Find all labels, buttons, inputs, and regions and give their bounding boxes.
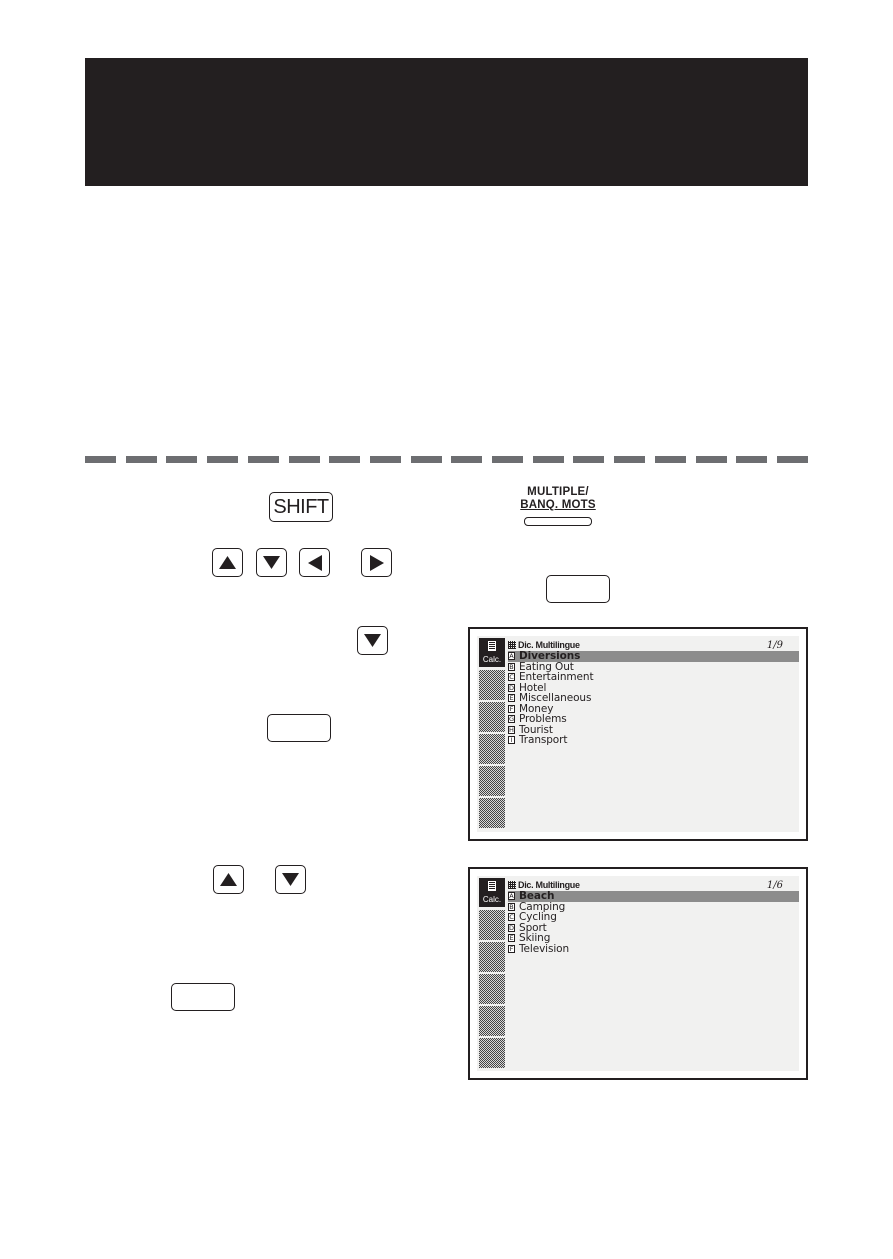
multiple-key-label: MULTIPLE/: [527, 486, 589, 498]
item-label: Transport: [519, 734, 568, 747]
side-tile: [479, 1038, 505, 1068]
item-letter: B: [509, 662, 514, 671]
dictionary-icon: [508, 881, 516, 889]
item-letter: A: [509, 892, 514, 901]
item-label: Miscellaneous: [519, 692, 592, 705]
item-letter: B: [509, 902, 514, 911]
lcd-screen-categories: [468, 627, 808, 841]
item-letter: C: [509, 673, 514, 682]
side-tile: [479, 702, 505, 732]
item-letter: D: [509, 683, 515, 692]
dictionary-icon: [508, 641, 516, 649]
left-arrow-icon: [308, 555, 322, 571]
up-arrow-key-2[interactable]: [213, 865, 244, 894]
category-list: [508, 651, 799, 746]
side-tile: [479, 910, 505, 940]
item-label: Tourist: [519, 723, 553, 736]
down-arrow-icon: [364, 634, 381, 647]
right-arrow-icon: [370, 555, 384, 571]
item-letter: E: [509, 934, 514, 943]
side-tile: [479, 798, 505, 828]
shift-key[interactable]: SHIFT: [269, 492, 333, 522]
enter-key-3[interactable]: [171, 983, 235, 1011]
screen-title: Dic. Multilingue: [518, 880, 580, 890]
item-letter: C: [509, 913, 514, 922]
calc-label: Calc.: [482, 655, 502, 664]
side-tile: [479, 670, 505, 700]
item-label: Camping: [519, 900, 566, 913]
down-arrow-icon: [282, 873, 299, 886]
item-letter: F: [509, 704, 514, 713]
down-arrow-key-2[interactable]: [357, 626, 388, 655]
side-tile: [479, 974, 505, 1004]
item-letter: D: [509, 923, 515, 932]
list-item[interactable]: [508, 672, 799, 683]
down-arrow-icon: [263, 556, 280, 569]
item-letter: A: [509, 652, 514, 661]
side-tile: [479, 766, 505, 796]
section-divider: [85, 456, 808, 463]
item-letter: F: [509, 944, 514, 953]
item-label: Beach: [519, 890, 555, 903]
item-label: Sport: [519, 921, 547, 934]
page-indicator: 1/6: [766, 880, 783, 891]
item-letter: E: [509, 694, 514, 703]
list-item[interactable]: [508, 714, 799, 725]
right-arrow-key[interactable]: [361, 548, 392, 577]
item-label: Cycling: [519, 911, 557, 924]
list-item[interactable]: [508, 944, 799, 955]
list-item[interactable]: [508, 891, 799, 902]
item-label: Entertainment: [519, 671, 594, 684]
banq-mots-key-label: BANQ. MOTS: [520, 499, 596, 511]
calc-button[interactable]: [479, 878, 505, 907]
list-item[interactable]: [508, 912, 799, 923]
side-panel: [477, 876, 505, 1071]
item-label: Problems: [519, 713, 567, 726]
subcategory-list: [508, 891, 799, 954]
multiple-banq-mots-key[interactable]: [518, 486, 598, 526]
enter-key[interactable]: [546, 575, 610, 603]
item-label: Hotel: [519, 681, 547, 694]
screen-title: Dic. Multilingue: [518, 640, 580, 650]
list-item[interactable]: [508, 933, 799, 944]
item-letter: I: [508, 736, 515, 744]
calc-button[interactable]: [479, 638, 505, 667]
item-label: Skiing: [519, 932, 551, 945]
calculator-icon: [488, 641, 496, 651]
lcd-screen-subcategories: [468, 867, 808, 1080]
page-indicator: 1/9: [766, 640, 783, 651]
list-item[interactable]: [508, 651, 799, 662]
down-arrow-key[interactable]: [256, 548, 287, 577]
multiple-key-button[interactable]: [524, 517, 592, 526]
up-arrow-icon: [220, 873, 237, 886]
down-arrow-key-3[interactable]: [275, 865, 306, 894]
side-tile: [479, 1006, 505, 1036]
calc-label: Calc.: [482, 895, 502, 904]
left-arrow-key[interactable]: [299, 548, 330, 577]
item-letter: H: [509, 725, 514, 734]
list-item[interactable]: [508, 693, 799, 704]
calculator-icon: [488, 881, 496, 891]
side-tile: [479, 942, 505, 972]
item-label: Eating Out: [519, 660, 574, 673]
side-panel: [477, 636, 505, 832]
list-item[interactable]: [508, 923, 799, 934]
header-band: [85, 58, 808, 186]
item-label: Diversions: [519, 650, 581, 663]
item-letter: G: [509, 715, 515, 724]
enter-key-2[interactable]: [267, 714, 331, 742]
up-arrow-key[interactable]: [212, 548, 243, 577]
item-label: Television: [519, 942, 570, 955]
list-item[interactable]: [508, 735, 799, 746]
side-tile: [479, 734, 505, 764]
up-arrow-icon: [219, 556, 236, 569]
item-label: Money: [519, 702, 554, 715]
